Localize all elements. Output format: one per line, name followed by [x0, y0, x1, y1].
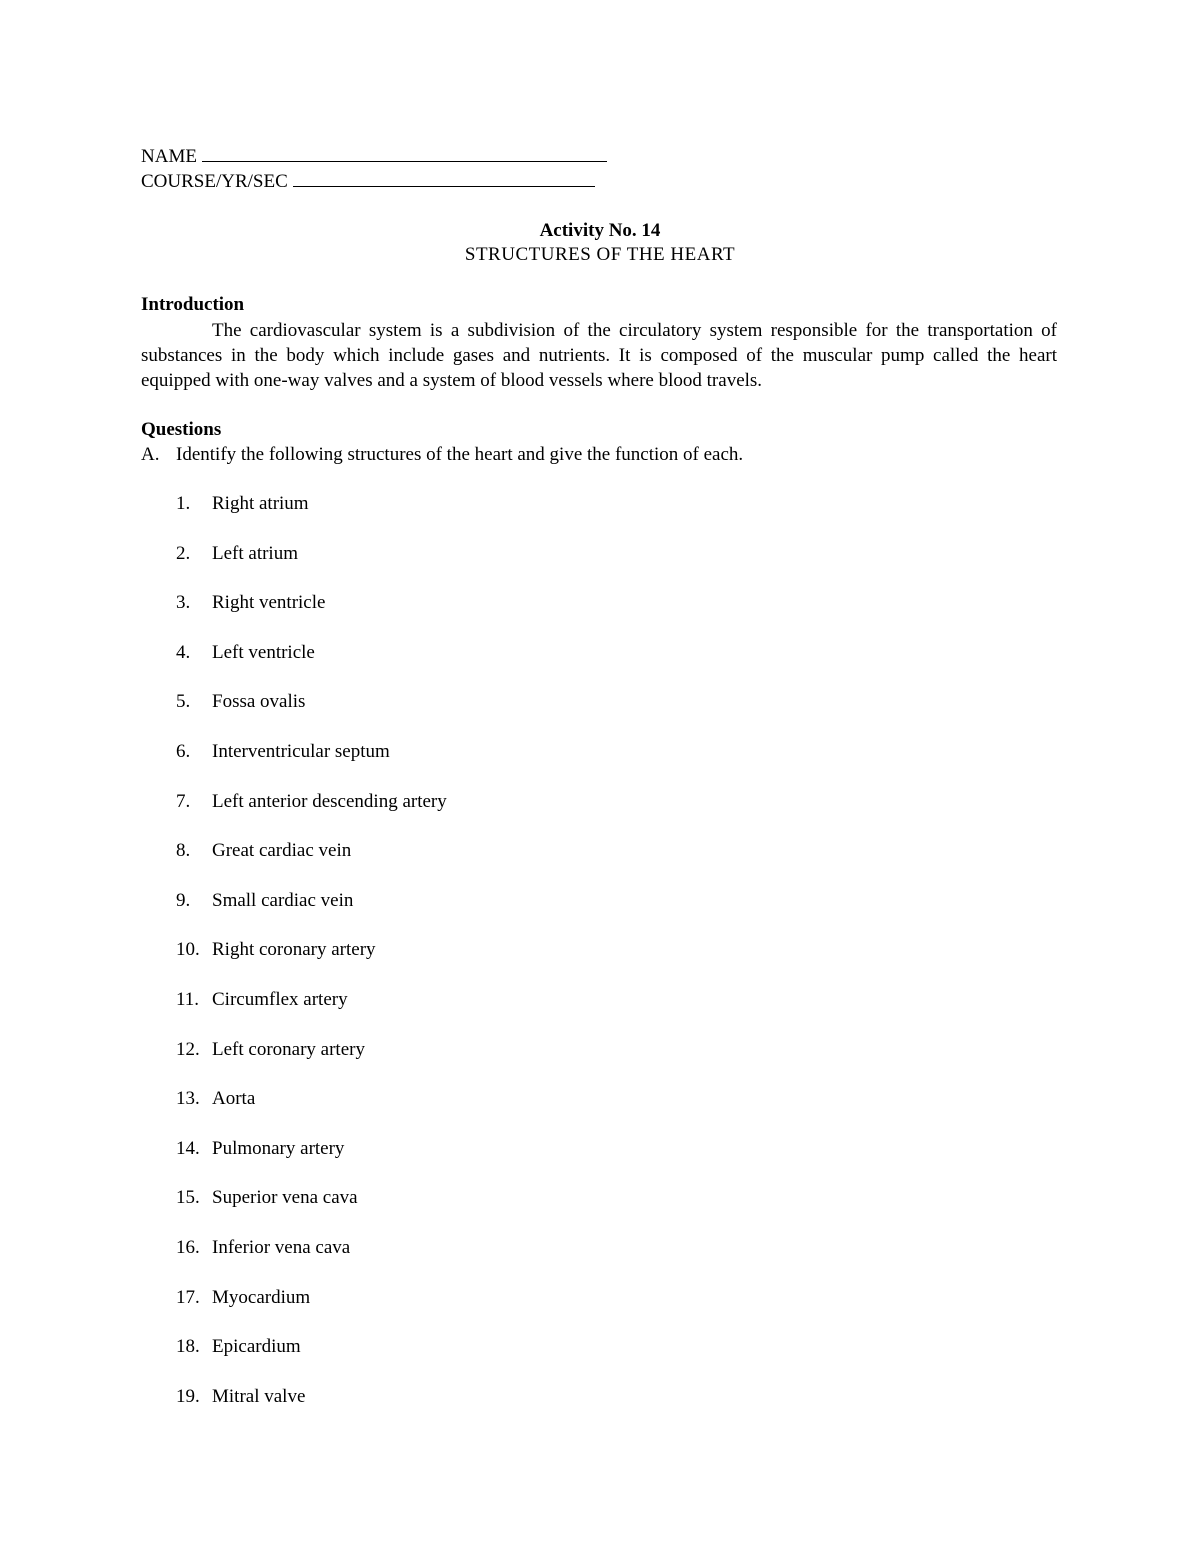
- question-a: [141, 443, 743, 467]
- list-item: [176, 1087, 255, 1111]
- list-item: [176, 1335, 301, 1359]
- list-item: [176, 740, 390, 764]
- list-item-number: 19.: [176, 1386, 200, 1407]
- list-item-label: Left anterior descending artery: [212, 791, 447, 812]
- list-item: [176, 1137, 344, 1161]
- list-item-label: Myocardium: [212, 1287, 311, 1308]
- question-a-text: Identify the following structures of the heart and give the function of each.: [176, 444, 744, 465]
- course-field: [141, 167, 595, 194]
- list-item-number: 15.: [176, 1187, 200, 1208]
- list-item-number: 7.: [176, 791, 191, 812]
- list-item: [176, 1236, 350, 1260]
- name-label: NAME: [141, 146, 197, 167]
- list-item: [176, 938, 376, 962]
- list-item-label: Epicardium: [212, 1336, 301, 1357]
- introduction-text: The cardiovascular system is a subdivision of the circulatory system responsible for the transportation of substances in the body which include gases and nutrients. It is composed of the muscular pump called the heart equipped with one-way valves and a system of blood vessels where blood travels.: [141, 320, 1057, 391]
- list-item: [176, 542, 298, 566]
- list-item: [176, 790, 447, 814]
- list-item-label: Left ventricle: [212, 642, 315, 663]
- question-a-letter: A.: [141, 444, 160, 465]
- list-item-number: 16.: [176, 1237, 200, 1258]
- list-item-label: Pulmonary artery: [212, 1138, 345, 1159]
- list-item-label: Left atrium: [212, 543, 298, 564]
- list-item-number: 13.: [176, 1088, 200, 1109]
- list-item-number: 8.: [176, 840, 191, 861]
- questions-heading: Questions: [141, 419, 222, 440]
- list-item-label: Interventricular septum: [212, 741, 390, 762]
- list-item-number: 5.: [176, 691, 191, 712]
- list-item-number: 12.: [176, 1039, 200, 1060]
- list-item-number: 14.: [176, 1138, 200, 1159]
- list-item-label: Right atrium: [212, 493, 309, 514]
- name-blank-line[interactable]: [202, 142, 607, 162]
- list-item: [176, 690, 305, 714]
- list-item-number: 10.: [176, 939, 200, 960]
- list-item-number: 9.: [176, 890, 191, 911]
- activity-number: Activity No. 14: [539, 220, 661, 241]
- list-item-number: 11.: [176, 989, 200, 1010]
- list-item: [176, 641, 315, 665]
- list-item-label: Circumflex artery: [212, 989, 348, 1010]
- list-item-label: Left coronary artery: [212, 1039, 365, 1060]
- list-item: [176, 492, 309, 516]
- activity-title: STRUCTURES OF THE HEART: [464, 244, 736, 265]
- list-item-number: 18.: [176, 1336, 200, 1357]
- list-item: [176, 1186, 358, 1210]
- list-item-label: Inferior vena cava: [212, 1237, 351, 1258]
- list-item-number: 6.: [176, 741, 191, 762]
- list-item-number: 4.: [176, 642, 191, 663]
- list-item-label: Right ventricle: [212, 592, 326, 613]
- list-item: [176, 839, 351, 863]
- list-item-label: Mitral valve: [212, 1386, 306, 1407]
- course-blank-line[interactable]: [293, 167, 595, 187]
- list-item: [176, 1286, 310, 1310]
- list-item: [176, 591, 325, 615]
- list-item-label: Right coronary artery: [212, 939, 376, 960]
- list-item-number: 2.: [176, 543, 191, 564]
- list-item: [176, 1385, 305, 1409]
- list-item: [176, 1038, 365, 1062]
- list-item-label: Fossa ovalis: [212, 691, 306, 712]
- introduction-heading: Introduction: [141, 294, 245, 315]
- list-item-number: 3.: [176, 592, 191, 613]
- list-item-label: Great cardiac vein: [212, 840, 352, 861]
- list-item: [176, 889, 353, 913]
- list-item: [176, 988, 348, 1012]
- list-item-number: 1.: [176, 493, 191, 514]
- list-item-number: 17.: [176, 1287, 200, 1308]
- course-label: COURSE/YR/SEC: [141, 171, 288, 192]
- list-item-label: Small cardiac vein: [212, 890, 354, 911]
- list-item-label: Superior vena cava: [212, 1187, 358, 1208]
- name-field: [141, 142, 607, 169]
- list-item-label: Aorta: [212, 1088, 256, 1109]
